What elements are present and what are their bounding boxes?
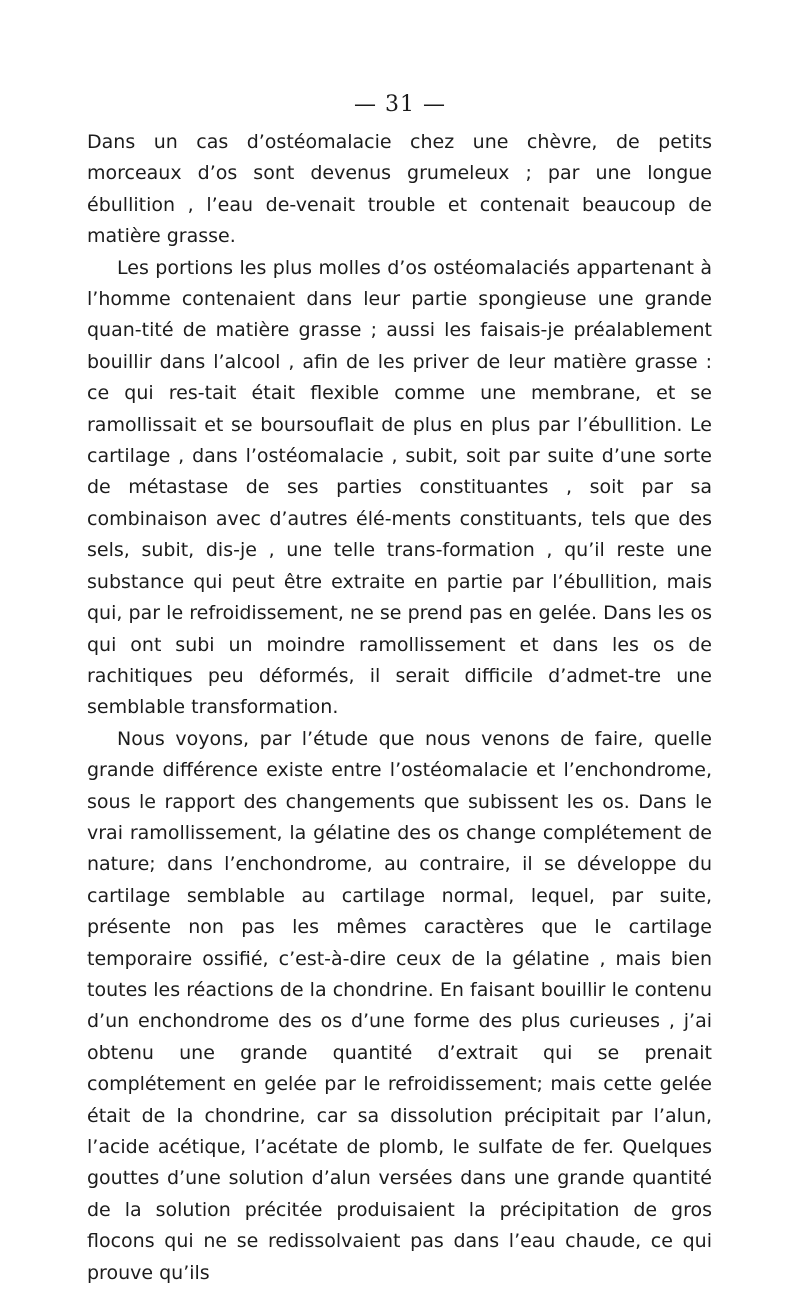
paragraph-2: Les portions les plus molles d’os ostéomalaciés appartenant à l’homme contenaient dans leur partie spongieuse une grande quan-tité de matière grasse ; aussi les faisais-je préalablement bouillir dans l’alcool , afin de les priver de leur matière grasse : ce qui res-tait était flexible comme une membrane, et se ramollissait et se boursouflait de plus en plus par l’ébullition. Le cartilage , dans l’ostéomalacie , subit, soit par suite d’une sorte de métastase de ses parties constituantes , soit par sa combinaison avec d’autres élé-ments constituants, tels que des sels, subit, dis-je , une telle trans-formation , qu’il reste une substance qui peut être extraite en partie par l’ébullition, mais qui, par le refroidissement, ne se prend pas en gelée. Dans les os qui ont subi un moindre ramollissement et dans les os de rachitiques peu déformés, il serait difficile d’admet-tre une semblable transformation. bbox=[87, 256, 712, 719]
page-number: — 31 — bbox=[354, 92, 446, 117]
paragraph-3: Nous voyons, par l’étude que nous venons de faire, quelle grande différence existe entre l’ostéomalacie et l’enchondrome, sous le rapport des changements que subissent les os. Dans le vrai ramollissement, la gélatine des os change complétement de nature; dans l’enchondrome, au contraire, il se développe du cartilage semblable au cartilage normal, lequel, par suite, présente non pas les mêmes caractères que le cartilage temporaire ossifié, c’est-à-dire ceux de la gélatine , mais bien toutes les réactions de la chondrine. En faisant bouillir le contenu d’un enchondrome des os d’une forme des plus curieuses , j’ai obtenu une grande quantité d’extrait qui se prenait complétement en gelée par le refroidissement; mais cette gelée était de la chondrine, car sa dissolution précipitait par l’alun, l’acide acétique, l’acétate de plomb, le sulfate de fer. Quelques gouttes d’une solution d’alun versées dans une grande quantité de la solution précitée produisaient la précipitation de gros flocons qui ne se redissolvaient pas dans l’eau chaude, ce qui prouve qu’ils bbox=[87, 727, 712, 1284]
paragraph-1: Dans un cas d’ostéomalacie chez une chèvre, de petits morceaux d’os sont devenus grumeleux ; par une longue ébullition , l’eau de-venait trouble et contenait beaucoup de matière grasse. bbox=[87, 131, 712, 248]
body-text bbox=[87, 127, 712, 1289]
